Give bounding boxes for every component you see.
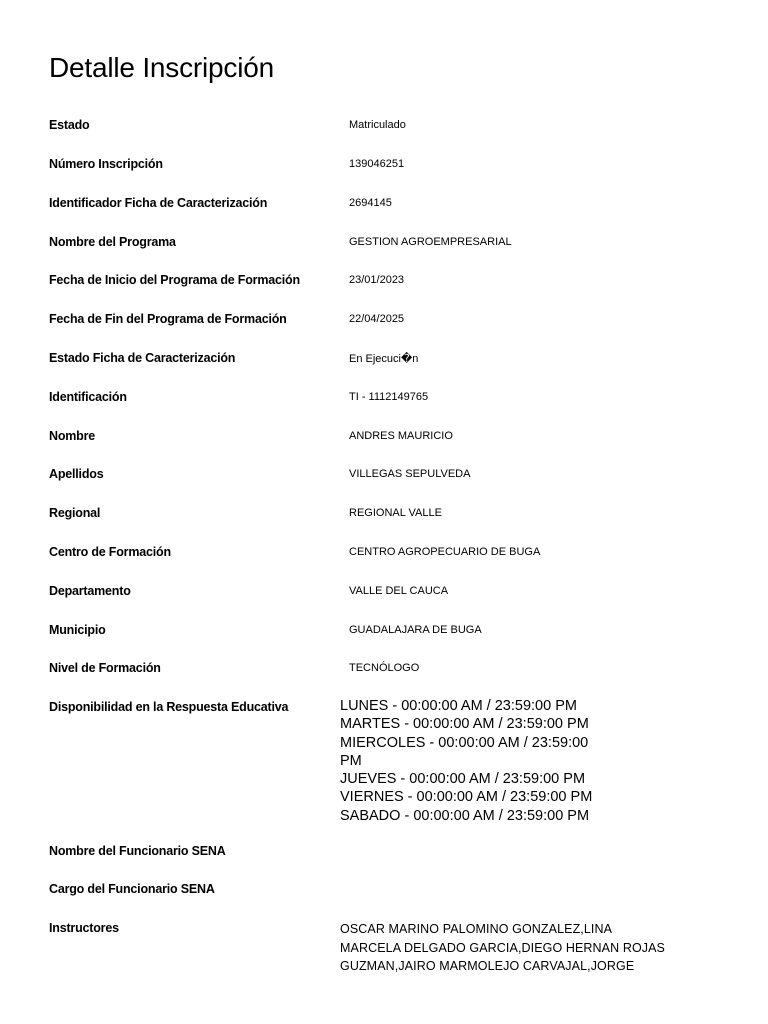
field-label: Centro de Formación bbox=[49, 545, 171, 559]
field-label: Regional bbox=[49, 506, 101, 520]
field-value: TI - 1112149765 bbox=[349, 391, 429, 403]
field-value: CENTRO AGROPECUARIO DE BUGA bbox=[349, 546, 541, 558]
field-label: Estado Ficha de Caracterización bbox=[49, 351, 236, 365]
field-label: Identificación bbox=[49, 390, 127, 404]
field-label: Estado bbox=[49, 118, 90, 132]
schedule-line: MARTES - 00:00:00 AM / 23:59:00 PM bbox=[340, 716, 589, 733]
field-value: En Ejecuci�n bbox=[349, 353, 419, 365]
availability-schedule bbox=[340, 697, 610, 825]
field-label: Nivel de Formación bbox=[49, 661, 161, 675]
field-value: 23/01/2023 bbox=[349, 274, 405, 286]
field-value: 139046251 bbox=[349, 158, 405, 170]
field-label: Cargo del Funcionario SENA bbox=[49, 882, 215, 896]
schedule-line: JUEVES - 00:00:00 AM / 23:59:00 PM bbox=[340, 771, 586, 788]
field-label: Fecha de Inicio del Programa de Formación bbox=[49, 273, 300, 287]
field-label: Fecha de Fin del Programa de Formación bbox=[49, 312, 287, 326]
field-value: TECNÓLOGO bbox=[349, 662, 420, 674]
page-title: Detalle Inscripción bbox=[49, 52, 274, 83]
instructors-list: OSCAR MARINO PALOMINO GONZALEZ,LINA MARCELA DELGADO GARCIA,DIEGO HERNAN ROJAS GUZMAN,JAIRO MARMOLEJO CARVAJAL,JORGE bbox=[340, 922, 665, 974]
field-value: ANDRES MAURICIO bbox=[349, 430, 453, 442]
field-value: REGIONAL VALLE bbox=[349, 507, 442, 519]
schedule-line: LUNES - 00:00:00 AM / 23:59:00 PM bbox=[340, 698, 577, 714]
field-label: Identificador Ficha de Caracterización bbox=[49, 196, 268, 210]
field-value: 2694145 bbox=[349, 197, 392, 209]
field-label: Nombre bbox=[49, 429, 96, 443]
field-value: Matriculado bbox=[349, 119, 406, 131]
field-label: Municipio bbox=[49, 623, 106, 637]
field-label: Instructores bbox=[49, 921, 119, 935]
schedule-line: VIERNES - 00:00:00 AM / 23:59:00 PM bbox=[340, 789, 593, 806]
field-label: Disponibilidad en la Respuesta Educativa bbox=[49, 700, 289, 714]
field-value: 22/04/2025 bbox=[349, 313, 405, 325]
field-label: Nombre del Programa bbox=[49, 235, 176, 249]
schedule-line: SABADO - 00:00:00 AM / 23:59:00 PM bbox=[340, 807, 590, 824]
field-label: Número Inscripción bbox=[49, 157, 163, 171]
field-label: Departamento bbox=[49, 584, 131, 598]
field-value: GESTION AGROEMPRESARIAL bbox=[349, 236, 512, 248]
field-value: VILLEGAS SEPULVEDA bbox=[349, 468, 471, 480]
field-label: Apellidos bbox=[49, 467, 104, 481]
schedule-line: MIERCOLES - 00:00:00 AM / 23:59:00 PM bbox=[340, 734, 589, 769]
field-value: GUADALAJARA DE BUGA bbox=[349, 624, 482, 636]
field-label: Nombre del Funcionario SENA bbox=[49, 844, 226, 858]
field-value: VALLE DEL CAUCA bbox=[349, 585, 449, 597]
